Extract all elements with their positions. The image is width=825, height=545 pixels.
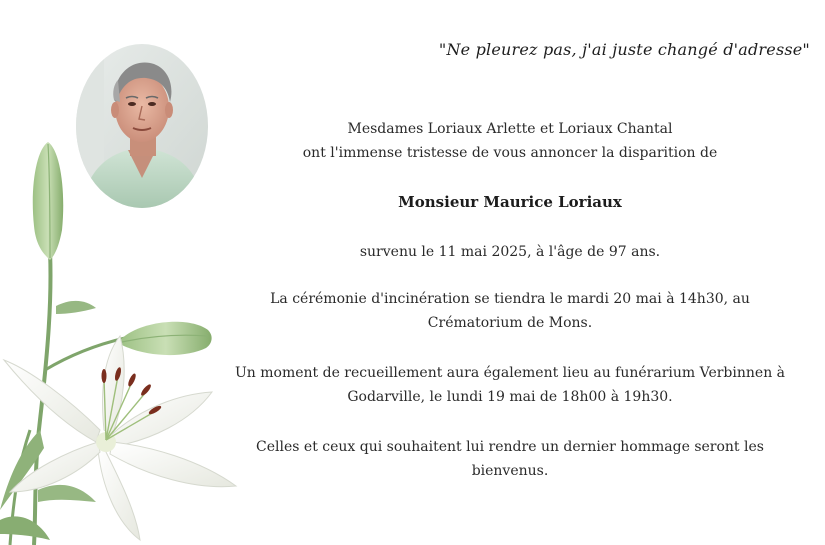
families-line: Mesdames Loriaux Arlette et Loriaux Chantal [347, 121, 673, 137]
families-paragraph [205, 117, 815, 165]
ceremony-line: Crématorium de Mons. [427, 315, 593, 331]
gathering-paragraph [205, 361, 815, 409]
tribute-line: Celles et ceux qui souhaitent lui rendre un dernier hommage seront les [256, 439, 764, 455]
tribute-line: bienvenus. [471, 463, 549, 479]
tribute-paragraph [205, 435, 815, 483]
ceremony-paragraph [205, 287, 815, 335]
intro-line: ont l'immense tristesse de vous annoncer la disparition de [302, 145, 718, 161]
deceased-name: Monsieur Maurice Loriaux [398, 193, 622, 211]
gathering-line: Godarville, le lundi 19 mai de 18h00 à 19h30. [347, 389, 673, 405]
ceremony-line: La cérémonie d'incinération se tiendra le mardi 20 mai à 14h30, au [270, 291, 750, 307]
quote-text: "Ne pleurez pas, j'ai juste changé d'adresse" [438, 40, 810, 59]
gathering-line: Un moment de recueillement aura également lieu au funérarium Verbinnen à [234, 365, 786, 381]
death-line: survenu le 11 mai 2025, à l'âge de 97 ans. [359, 244, 661, 260]
